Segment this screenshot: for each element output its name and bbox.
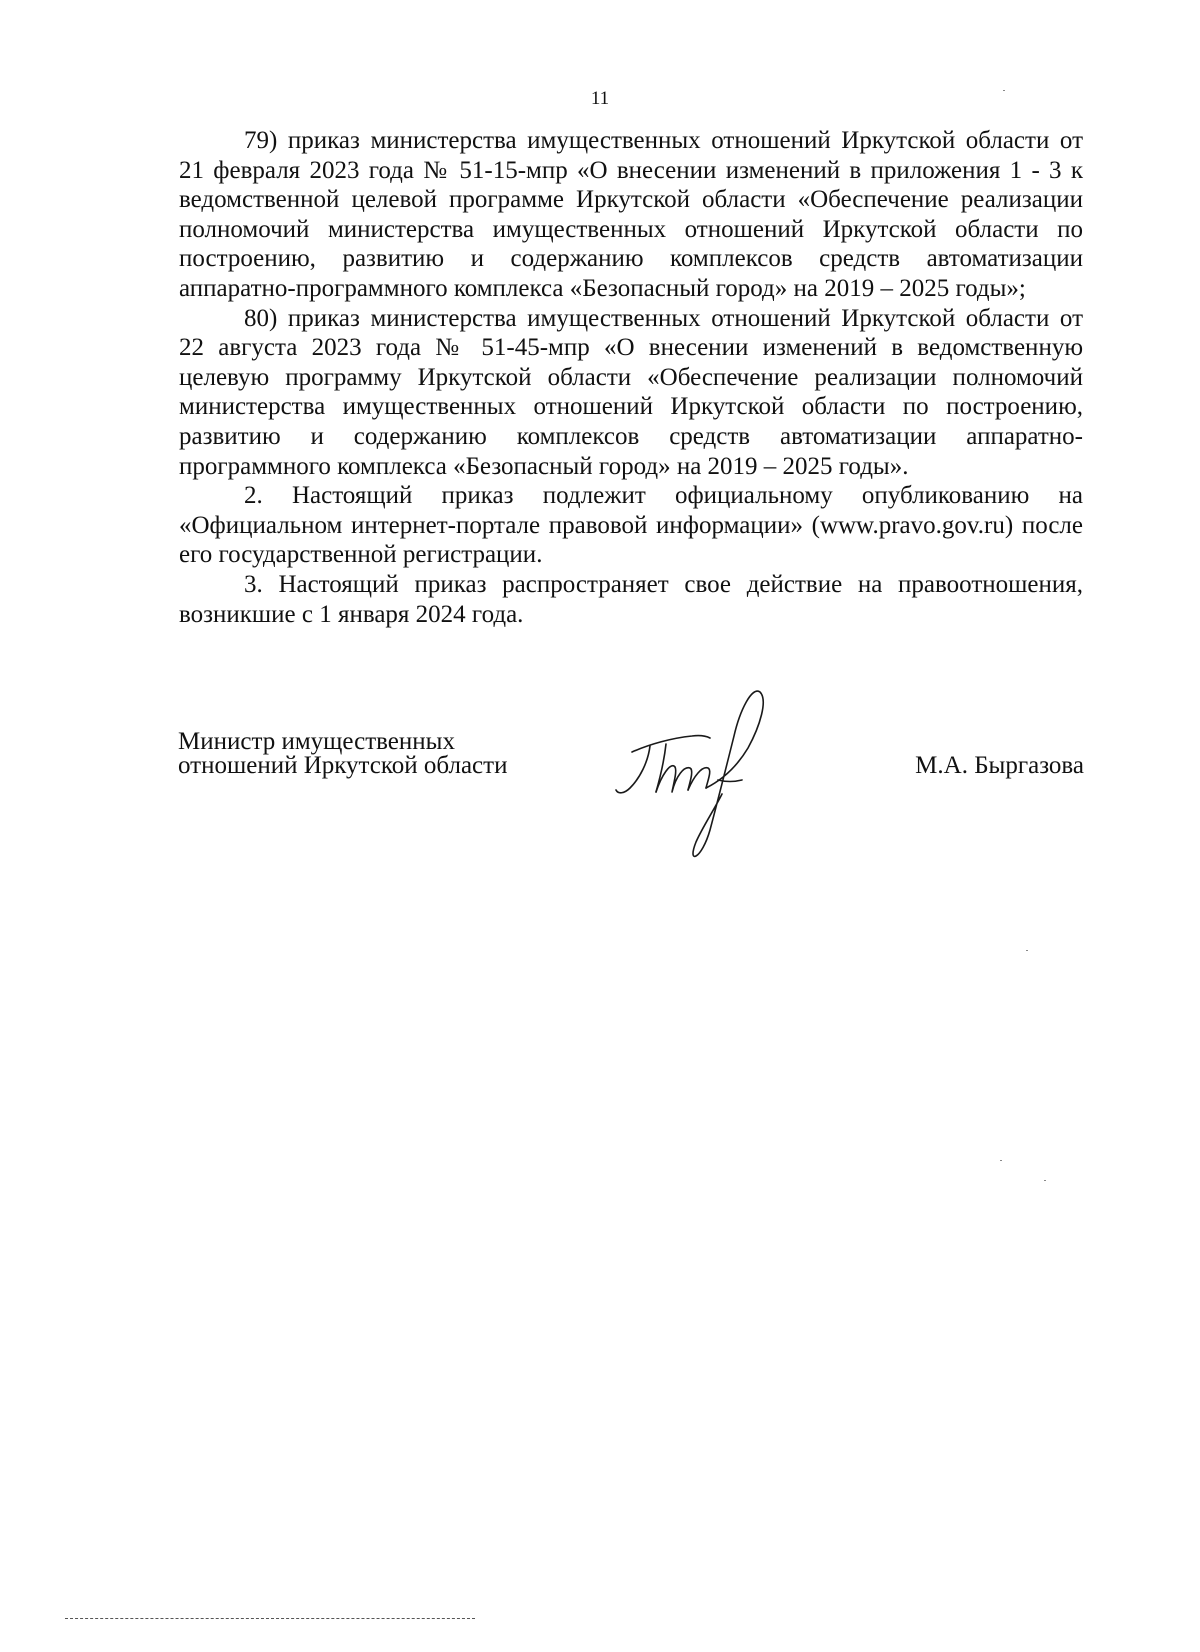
signature-block xyxy=(0,730,1200,870)
scan-speck xyxy=(1000,1160,1002,1161)
document-body xyxy=(179,126,1083,629)
signatory-title-line-1: Министр имущественных xyxy=(178,728,455,755)
scan-speck xyxy=(1044,1180,1046,1181)
handwritten-signature xyxy=(610,670,830,870)
paragraph-item-80: 80) приказ министерства имущественных отношений Иркутской области от 22 августа 2023 года № 51-45-мпр «О внесении изменений в ведомственную целевую программу Иркутской области «Обеспечение реализации полномочий министерства имущественных отношений Иркутской области по построению, развитию и содержанию комплексов средств автоматизации аппаратно-программного комплекса «Безопасный город» на 2019 – 2025 годы». xyxy=(179,304,1083,480)
paragraph-clause-2: 2. Настоящий приказ подлежит официальному опубликованию на «Официальном интернет-портале правовой информации» (www.pravo.gov.ru) после его государственной регистрации. xyxy=(179,482,1083,569)
paragraph-item-79: 79) приказ министерства имущественных отношений Иркутской области от 21 февраля 2023 года № 51-15-мпр «О внесении изменений в приложения 1 - 3 к ведомственной целевой программе Иркутской области «Обеспечение реализации полномочий министерства имущественных отношений Иркутской области по построению, развитию и содержанию комплексов средств автоматизации аппаратно-программного комплекса «Безопасный город» на 2019 – 2025 годы»; xyxy=(179,127,1083,302)
signatory-title xyxy=(178,730,507,778)
page-number: 11 xyxy=(590,88,610,109)
footer-divider xyxy=(65,1618,475,1619)
scan-speck xyxy=(1003,90,1005,91)
signatory-name: М.А. Быргазова xyxy=(915,752,1084,779)
scan-speck xyxy=(1026,950,1028,951)
signatory-title-line-2: отношений Иркутской области xyxy=(178,752,508,779)
paragraph-clause-3: 3. Настоящий приказ распространяет свое действие на правоотношения, возникшие с 1 января 2024 года. xyxy=(179,570,1083,628)
